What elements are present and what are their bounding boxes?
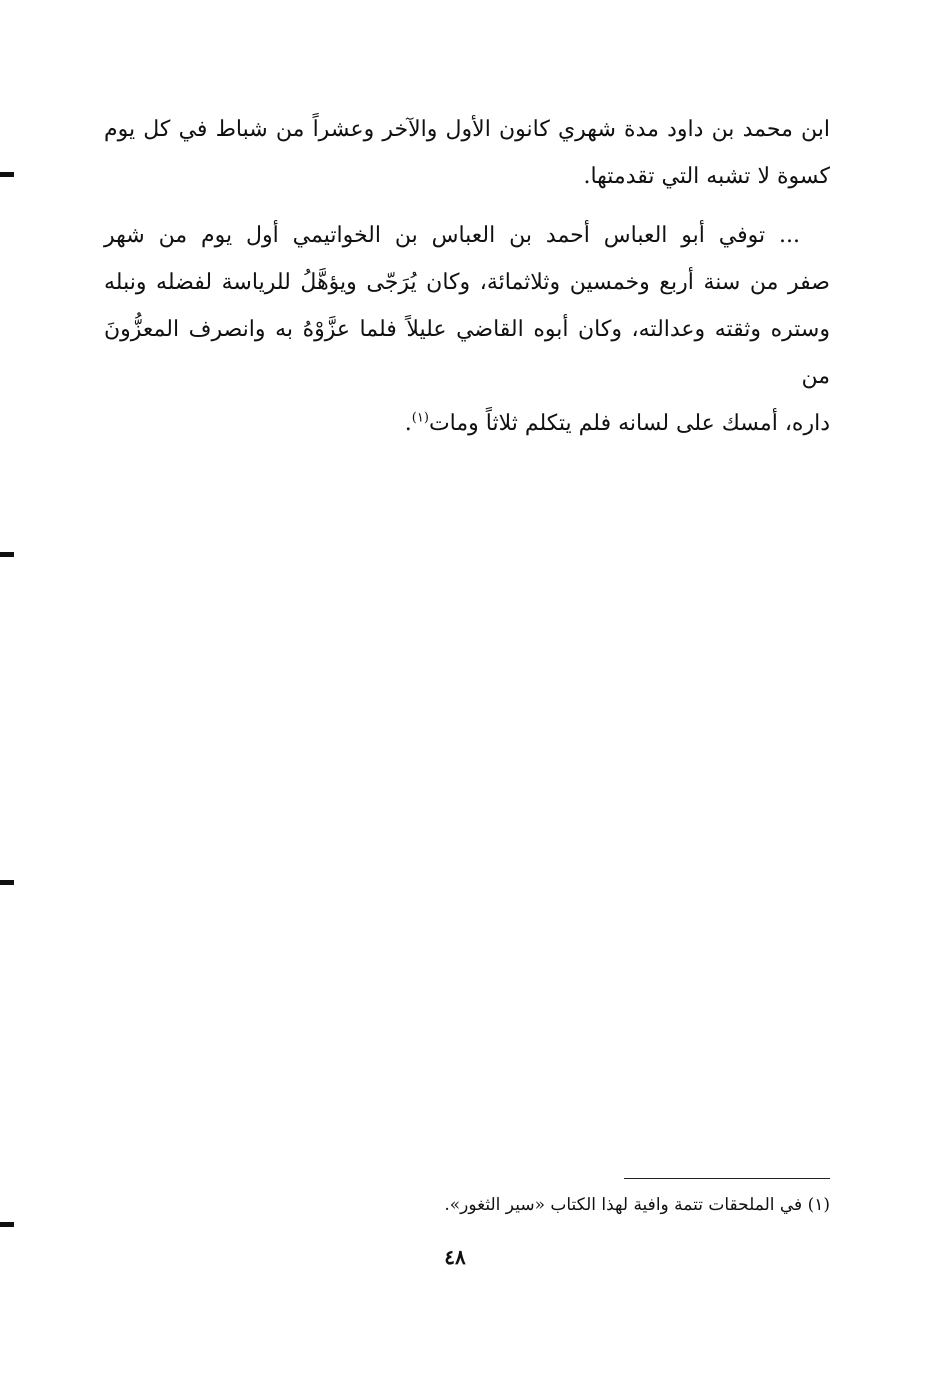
margin-mark xyxy=(0,552,14,557)
paragraph-2-line-1: ... توفي أبو العباس أحمد بن العباس بن الخواتيمي أول يوم من شهر xyxy=(104,223,800,248)
paragraph-2 xyxy=(104,212,830,447)
paragraph-2-line-3: وستره وثقته وعدالته، وكان أبوه القاضي عليلاً فلما عزَّوْهُ به وانصرف المعزُّونَ من xyxy=(104,317,830,389)
footnote: (١) في الملحقات تتمة وافية لهذا الكتاب «سير الثغور». xyxy=(444,1195,830,1215)
paragraph-2-line-4 xyxy=(104,400,830,447)
paragraph-2-end: . xyxy=(404,411,412,436)
page-number: ٤٨ xyxy=(444,1245,466,1269)
margin-mark xyxy=(0,880,14,885)
footnote-reference: (١) xyxy=(411,410,429,426)
paragraph-1 xyxy=(104,106,830,200)
paragraph-2-line-2: صفر من سنة أربع وخمسين وثلاثمائة، وكان يُرَجّى ويؤهَّلُ للرياسة لفضله ونبله xyxy=(104,270,830,295)
margin-mark xyxy=(0,172,14,177)
paragraph-2-line-4-text: داره، أمسك على لسانه فلم يتكلم ثلاثاً ومات xyxy=(428,411,830,436)
paragraph-1-line-2: كسوة لا تشبه التي تقدمتها. xyxy=(583,164,830,189)
footnote-separator xyxy=(624,1178,830,1179)
paragraph-1-line-1: ابن محمد بن داود مدة شهري كانون الأول والآخر وعشراً من شباط في كل يوم xyxy=(104,117,830,142)
margin-mark xyxy=(0,1222,14,1227)
